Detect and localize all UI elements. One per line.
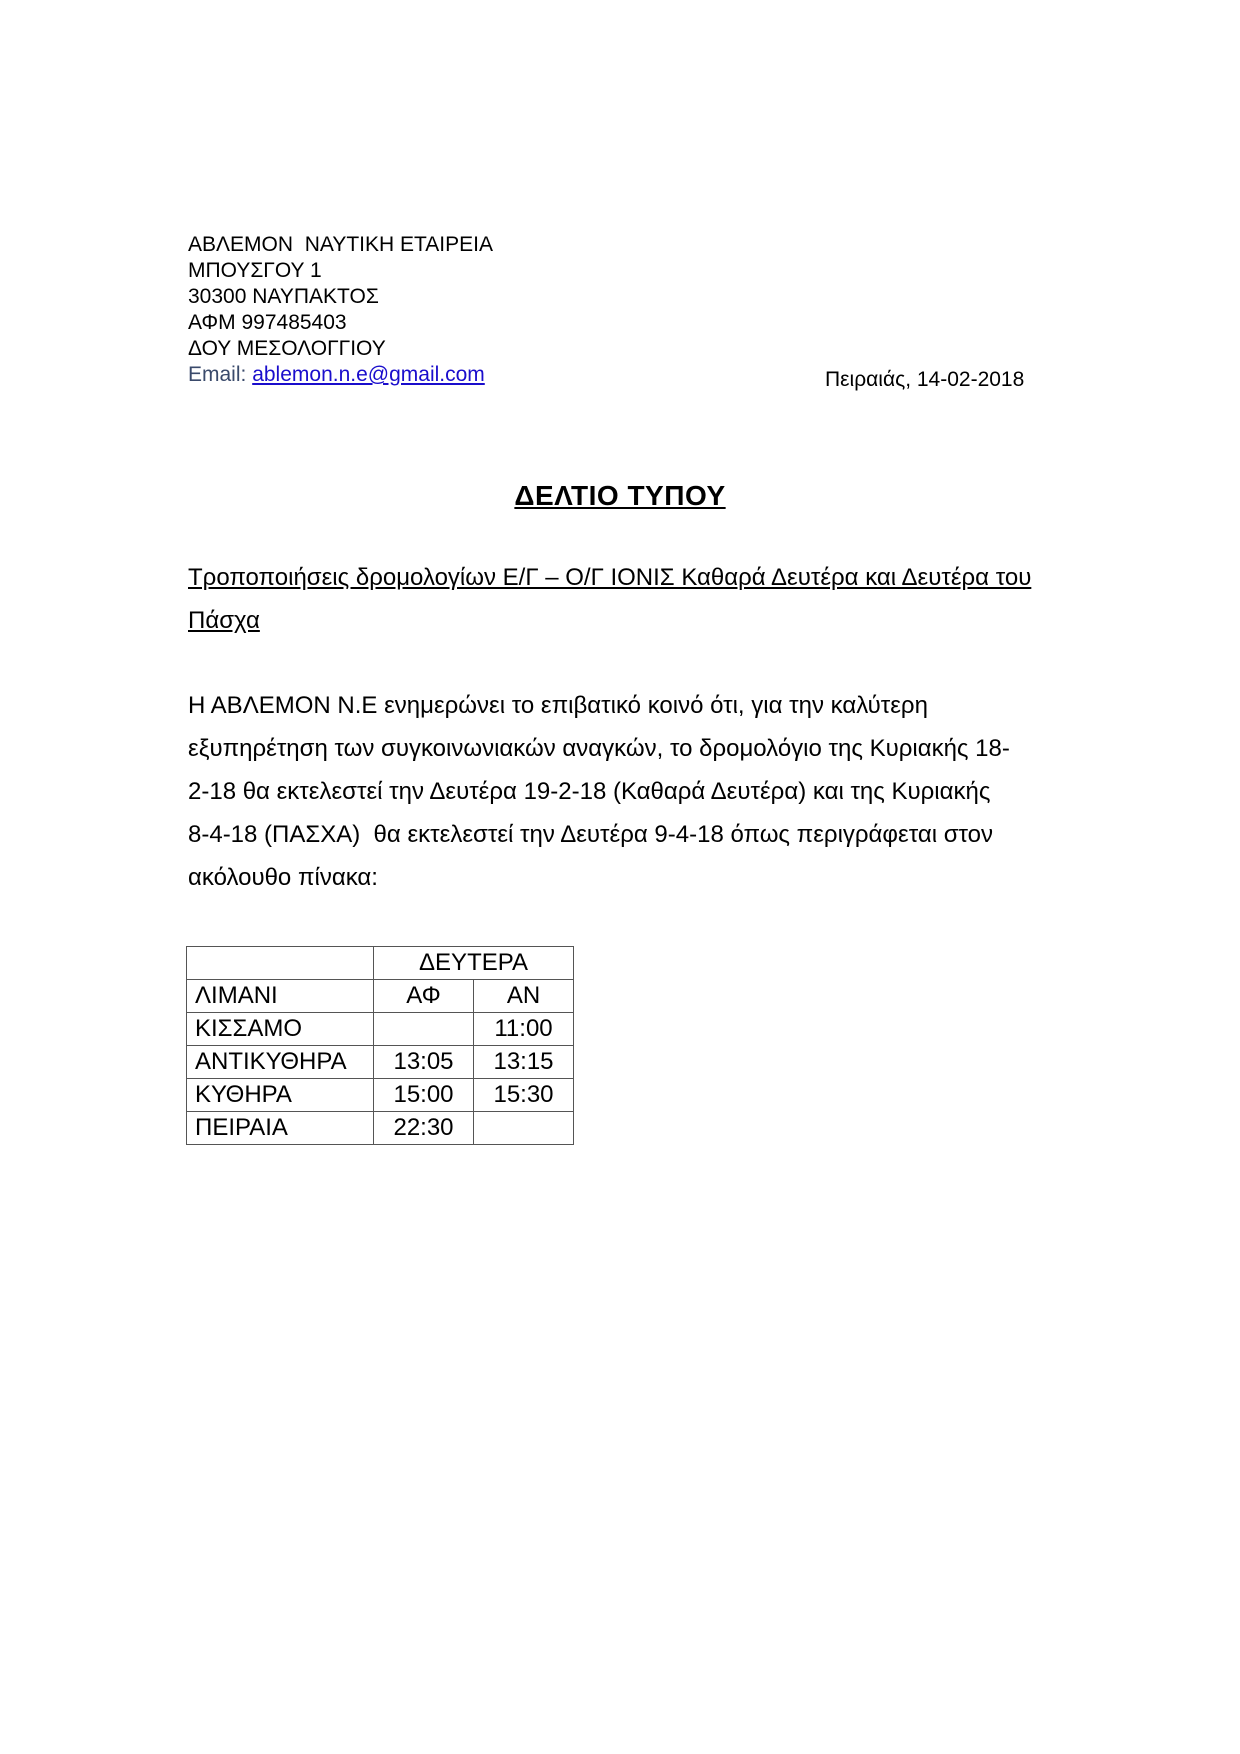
email-label: Email:: [188, 363, 253, 386]
arrival-cell: 11:00: [474, 1013, 574, 1046]
table-row: [187, 1079, 574, 1112]
email-line: [188, 362, 493, 388]
schedule-table: [186, 946, 574, 1145]
departure-cell: 22:30: [374, 1112, 474, 1145]
table-header-row: [187, 947, 574, 980]
sender-block: [188, 232, 493, 388]
port-cell: ΑΝΤΙΚΥΘΗΡΑ: [187, 1046, 374, 1079]
table-row: [187, 1046, 574, 1079]
body-line: 8-4-18 (ΠΑΣΧΑ) θα εκτελεστεί την Δευτέρα 9-4-18 όπως περιγράφεται στον: [188, 821, 994, 848]
port-cell: ΚΙΣΣΑΜΟ: [187, 1013, 374, 1046]
port-cell: ΠΕΙΡΑΙΑ: [187, 1112, 374, 1145]
departure-cell: 15:00: [374, 1079, 474, 1112]
body-paragraph: [188, 684, 1058, 899]
tax-office: ΔΟΥ ΜΕΣΟΛΟΓΓΙΟΥ: [188, 337, 386, 360]
body-line: Η ΑΒΛΕΜΟΝ Ν.Ε ενημερώνει το επιβατικό κοινό ότι, για την καλύτερη: [188, 692, 928, 719]
body-line: ακόλουθο πίνακα:: [188, 864, 378, 891]
vat-number: ΑΦΜ 997485403: [188, 311, 347, 334]
email-link[interactable]: ablemon.n.e@gmail.com: [252, 363, 485, 386]
subject-line: Τροποποιήσεις δρομολογίων Ε/Γ – Ο/Γ ΙΟΝΙΣ Καθαρά Δευτέρα και Δευτέρα του Πάσχα: [188, 564, 1032, 634]
body-line: εξυπηρέτηση των συγκοινωνιακών αναγκών, το δρομολόγιο της Κυριακής 18-: [188, 735, 1010, 762]
company-name: ΑΒΛΕΜΟΝ ΝΑΥΤΙΚΗ ΕΤΑΙΡΕΙΑ: [188, 233, 493, 256]
arrival-cell: 15:30: [474, 1079, 574, 1112]
street-address: ΜΠΟΥΣΓΟΥ 1: [188, 259, 322, 282]
arrival-cell: 13:15: [474, 1046, 574, 1079]
city-address: 30300 ΝΑΥΠΑΚΤΟΣ: [188, 285, 379, 308]
departure-cell: 13:05: [374, 1046, 474, 1079]
port-header: ΛΙΜΑΝΙ: [187, 980, 374, 1013]
day-header: ΔΕΥΤΕΡΑ: [374, 947, 574, 980]
document-title: ΔΕΛΤΙΟ ΤΥΠΟΥ: [514, 480, 726, 511]
table-row: [187, 1112, 574, 1145]
date-line: Πειραιάς, 14-02-2018: [825, 368, 1025, 391]
table-subheader-row: [187, 980, 574, 1013]
empty-header-cell: [187, 947, 374, 980]
departure-cell: [374, 1013, 474, 1046]
arrival-cell: [474, 1112, 574, 1145]
port-cell: ΚΥΘΗΡΑ: [187, 1079, 374, 1112]
body-line: 2-18 θα εκτελεστεί την Δευτέρα 19-2-18 (Καθαρά Δευτέρα) και της Κυριακής: [188, 778, 991, 805]
departure-header: ΑΦ: [374, 980, 474, 1013]
table-row: [187, 1013, 574, 1046]
arrival-header: ΑΝ: [474, 980, 574, 1013]
